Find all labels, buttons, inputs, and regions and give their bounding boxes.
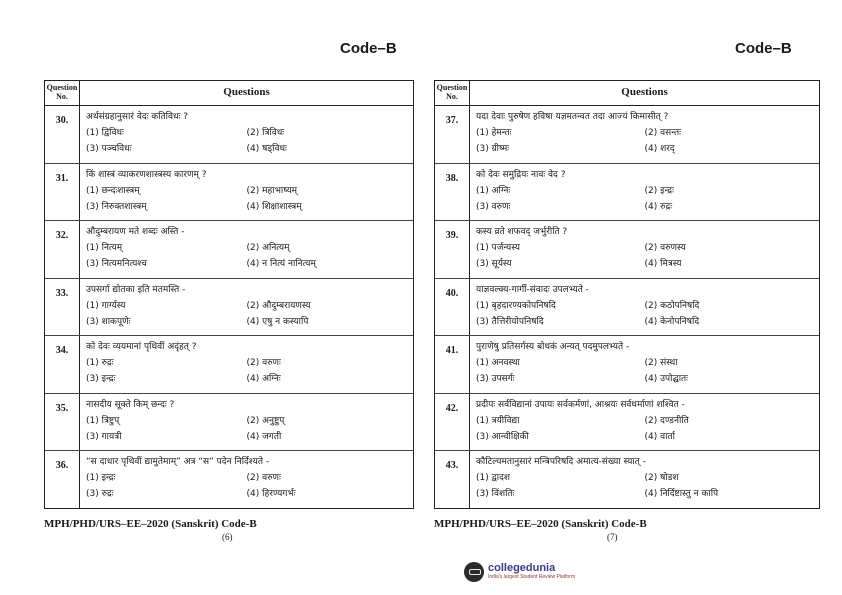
question-body <box>470 221 819 278</box>
option-1: (1) त्रिष्टुप् <box>86 415 120 426</box>
option-2: (2) संस्था <box>644 358 678 368</box>
question-number: 41. <box>435 336 470 393</box>
question-row <box>45 394 413 452</box>
option-4: (4) शिक्षाशास्त्रम् <box>246 201 302 212</box>
question-table <box>44 80 414 509</box>
question-body <box>470 106 819 163</box>
option-3: (3) शाकपूणेः <box>86 316 131 327</box>
question-row <box>435 164 819 222</box>
question-body <box>470 336 819 393</box>
question-text: पुराणेषु प्रतिसर्गस्य बोधकं अन्यत् पदमुपलभ्यते - <box>476 342 630 352</box>
question-number: 40. <box>435 279 470 336</box>
question-text: “स दाधार पृथिवीं द्यामुतेमाम्” अत्र “स” पदेन निर्दिश्यते - <box>86 457 270 467</box>
option-4: (4) एषु न कस्यापि <box>246 316 309 327</box>
header-question-no: Question No. <box>45 81 80 105</box>
question-body <box>80 221 413 278</box>
option-4: (4) षड्विधः <box>246 144 287 154</box>
option-1: (1) गार्ग्यस्य <box>86 300 126 311</box>
brand-tagline: India's largest Student Review Platform <box>488 574 576 580</box>
option-4: (4) न नित्यं नानित्यम् <box>246 259 316 269</box>
option-4: (4) वार्ता <box>644 431 675 442</box>
question-number: 33. <box>45 279 80 336</box>
option-4: (4) अग्निः <box>246 374 281 384</box>
option-3: (3) रुद्रः <box>86 489 114 499</box>
question-text: कौटिल्यमतानुसारं मन्त्रिपरिषदि अमात्य-संख्या स्यात् - <box>476 457 646 467</box>
option-1: (1) हेमन्तः <box>476 128 512 138</box>
option-3: (3) पञ्चविधः <box>86 144 132 154</box>
option-2: (2) वरुणस्य <box>644 243 686 253</box>
option-2: (2) अनित्यम् <box>246 243 290 253</box>
question-body <box>80 106 413 163</box>
option-2: (2) दण्डनीति <box>644 415 689 426</box>
page-number: (7) <box>607 532 618 542</box>
question-number: 30. <box>45 106 80 163</box>
options-grid <box>86 415 407 444</box>
question-row <box>435 221 819 279</box>
option-2: (2) औदुम्बरायणस्य <box>246 300 311 311</box>
question-text: नासदीय सूक्ते किम् छन्दः ? <box>86 399 175 410</box>
option-3: (3) आन्वीक्षिकी <box>476 431 529 442</box>
option-3: (3) सूर्यस्य <box>476 259 512 269</box>
option-3: (3) नित्यमनित्यश्च <box>86 259 147 269</box>
question-body <box>470 394 819 451</box>
question-number: 31. <box>45 164 80 221</box>
option-3: (3) वरुणः <box>476 201 511 212</box>
question-row <box>45 279 413 337</box>
question-number: 37. <box>435 106 470 163</box>
question-row <box>45 164 413 222</box>
page-number: (6) <box>222 532 233 542</box>
options-grid <box>476 415 813 444</box>
question-number: 35. <box>45 394 80 451</box>
option-3: (3) तैत्तिरीयोपनिषदि <box>476 316 544 327</box>
option-2: (2) महाभाष्यम् <box>246 185 298 196</box>
options-grid <box>476 242 813 271</box>
code-label: Code–B <box>340 40 397 57</box>
question-body <box>80 336 413 393</box>
options-grid <box>86 472 407 501</box>
option-1: (1) छन्दःशास्त्रम् <box>86 185 140 196</box>
options-grid <box>476 185 813 214</box>
question-text: याज्ञवल्क्य-गार्गी-संवादः उपलभ्यते - <box>476 284 589 295</box>
question-number: 43. <box>435 451 470 508</box>
option-1: (1) नित्यम् <box>86 243 123 253</box>
options-grid <box>476 357 813 386</box>
table-header <box>435 81 819 106</box>
question-table <box>434 80 820 509</box>
question-row <box>45 106 413 164</box>
option-1: (1) अनवस्था <box>476 358 520 368</box>
question-body <box>470 279 819 336</box>
question-row <box>435 336 819 394</box>
option-4: (4) जगती <box>246 431 282 442</box>
option-4: (4) निर्दिष्टास्तु न कापि <box>644 489 719 499</box>
question-text: यदा देवाः पुरुषेण हविषा यज्ञमतन्वत तदा आज्यं किमासीत् ? <box>476 112 669 122</box>
question-body <box>470 451 819 508</box>
options-grid <box>86 185 407 214</box>
question-text: औदुम्बरायण मते शब्दः अस्ति - <box>86 227 185 237</box>
options-grid <box>476 300 813 329</box>
question-body <box>80 279 413 336</box>
question-text: प्रदीपः सर्वविद्यानां उपायः सर्वकर्मणां, आश्रयः सर्वधर्माणां शश्वित - <box>476 399 685 410</box>
collegedunia-watermark <box>464 562 575 582</box>
question-text: किं शास्त्रं व्याकरणशास्त्रस्य कारणम् ? <box>86 169 207 180</box>
option-3: (3) विंशतिः <box>476 489 515 499</box>
option-1: (1) त्रयीविद्या <box>476 415 520 426</box>
option-1: (1) द्विविधः <box>86 128 124 138</box>
question-number: 39. <box>435 221 470 278</box>
option-2: (2) कठोपनिषदि <box>644 300 700 311</box>
code-label: Code–B <box>735 40 792 57</box>
question-row <box>45 336 413 394</box>
question-number: 38. <box>435 164 470 221</box>
option-2: (2) त्रिविधः <box>246 128 285 138</box>
option-2: (2) वरुणः <box>246 473 281 483</box>
option-3: (3) गायत्री <box>86 431 122 442</box>
question-row <box>435 451 819 508</box>
question-number: 32. <box>45 221 80 278</box>
option-3: (3) इन्द्रः <box>86 374 116 384</box>
option-4: (4) शरद् <box>644 144 675 154</box>
option-4: (4) उपोद्घातः <box>644 374 688 384</box>
options-grid <box>86 127 407 156</box>
options-grid <box>476 127 813 156</box>
footer-code: MPH/PHD/URS–EE–2020 (Sanskrit) Code-B <box>434 518 647 530</box>
question-number: 34. <box>45 336 80 393</box>
option-4: (4) मित्रस्य <box>644 259 682 269</box>
option-4: (4) हिरण्यगर्भः <box>246 489 296 499</box>
footer-code: MPH/PHD/URS–EE–2020 (Sanskrit) Code-B <box>44 518 257 530</box>
header-questions: Questions <box>621 86 668 98</box>
option-2: (2) वसन्तः <box>644 128 681 138</box>
collegedunia-logo-icon <box>464 562 484 582</box>
option-1: (1) रुद्रः <box>86 358 114 368</box>
question-text: उपसर्गा द्योतका इति मतमस्ति - <box>86 284 186 295</box>
question-number: 36. <box>45 451 80 508</box>
question-text: को देवः समुद्रियः नावः वेद ? <box>476 169 566 180</box>
options-grid <box>476 472 813 501</box>
question-text: अर्थसंग्रहानुसारं वेदः कतिविधः ? <box>86 112 189 122</box>
options-grid <box>86 242 407 271</box>
option-1: (1) बृहदारण्यकोपनिषदि <box>476 300 556 311</box>
option-4: (4) केनोपनिषदि <box>644 316 700 327</box>
table-header <box>45 81 413 106</box>
question-text: कस्य व्रते शफवद् जर्भुरीति ? <box>476 227 568 237</box>
option-3: (3) निरुक्तशास्त्रम् <box>86 201 147 212</box>
options-grid <box>86 357 407 386</box>
header-question-no: Question No. <box>435 81 470 105</box>
question-row <box>435 394 819 452</box>
option-2: (2) वरुणः <box>246 358 281 368</box>
question-body <box>80 164 413 221</box>
header-questions: Questions <box>223 86 270 98</box>
option-2: (2) षोडश <box>644 473 679 483</box>
question-body <box>80 451 413 508</box>
option-3: (3) उपसर्गः <box>476 374 515 384</box>
question-row <box>435 106 819 164</box>
option-1: (1) द्वादश <box>476 473 511 483</box>
question-body <box>80 394 413 451</box>
brand-name: collegedunia <box>488 562 556 574</box>
question-row <box>45 451 413 508</box>
option-3: (3) ग्रीष्मः <box>476 144 510 154</box>
option-1: (1) अग्निः <box>476 185 511 196</box>
question-body <box>470 164 819 221</box>
question-number: 42. <box>435 394 470 451</box>
options-grid <box>86 300 407 329</box>
question-text: को देवः व्ययमानां पृथिवीं अदृंहत् ? <box>86 342 197 352</box>
question-row <box>435 279 819 337</box>
option-2: (2) अनुष्टुप् <box>246 415 285 426</box>
option-1: (1) पर्जन्यस्य <box>476 243 520 253</box>
option-2: (2) इन्द्रः <box>644 185 674 196</box>
question-row <box>45 221 413 279</box>
option-1: (1) इन्द्रः <box>86 473 116 483</box>
option-4: (4) रुद्रः <box>644 201 673 212</box>
